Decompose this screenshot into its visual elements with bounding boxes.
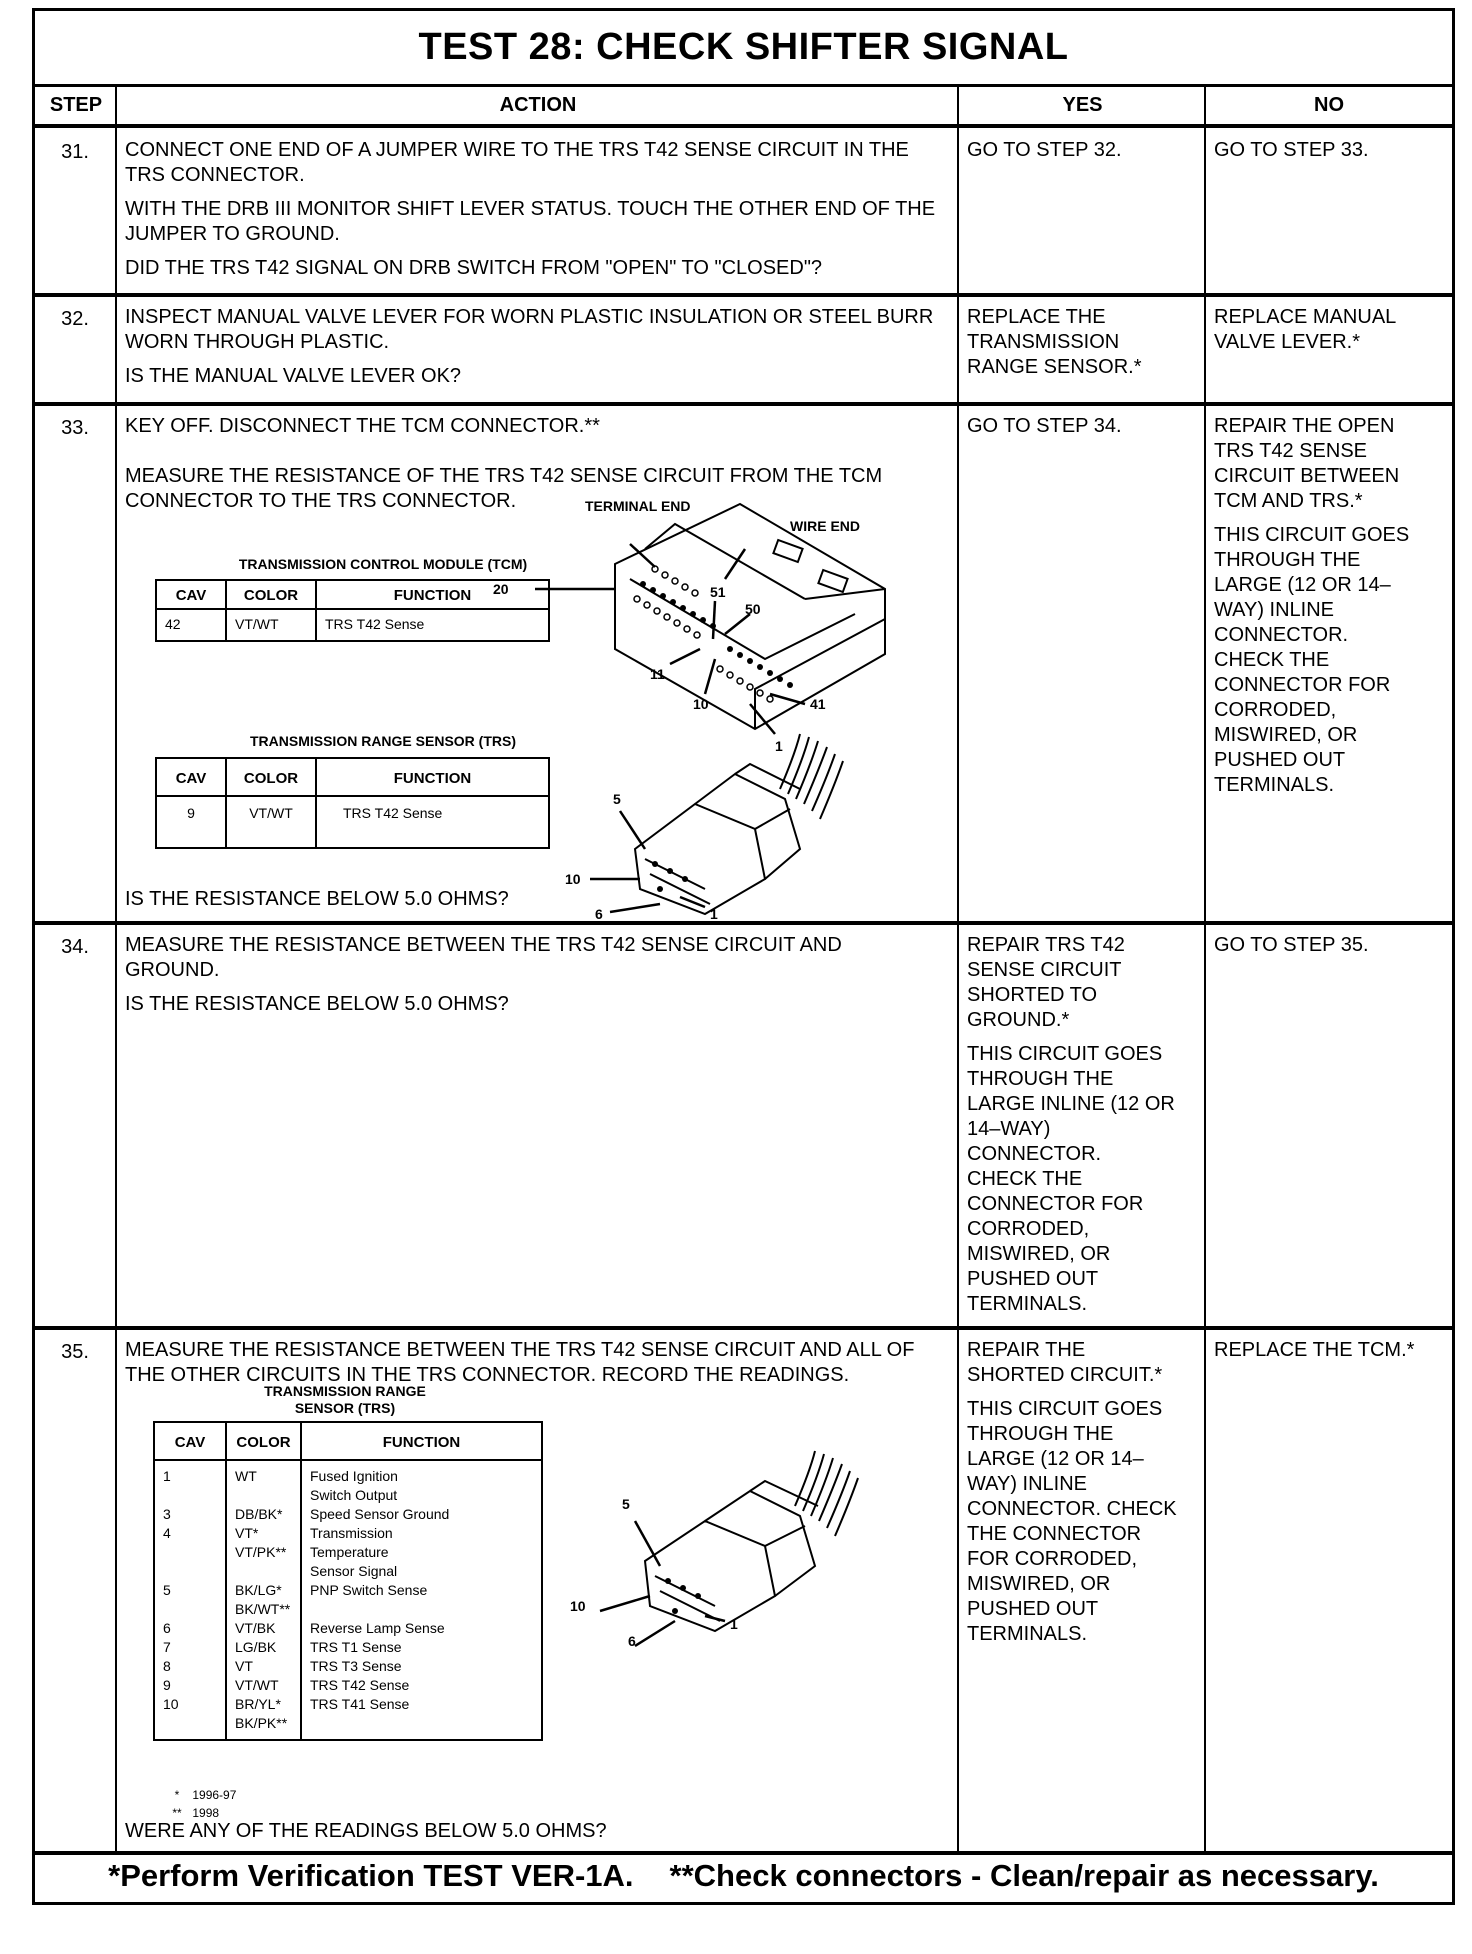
step-number: 35. [61, 1341, 89, 1363]
cell-cav: 42 [156, 609, 226, 641]
action-question: IS THE RESISTANCE BELOW 5.0 OHMS? [125, 888, 509, 910]
yes-result: GO TO STEP 34. [967, 415, 1122, 437]
cell-cav: 6 [154, 1619, 226, 1638]
cell-color: BK/WT** [226, 1600, 301, 1619]
table-row [154, 1695, 542, 1714]
cell-function: TRS T1 Sense [301, 1638, 542, 1657]
cell-cav: 1 [154, 1460, 226, 1486]
legend-text: 1996-97 [192, 1788, 237, 1802]
label-pin-11: 11 [650, 666, 665, 682]
yes-note: THIS CIRCUIT GOES THROUGH THE LARGE INLINE (12 OR 14–WAY) CONNECTOR. CHECK THE CONNECTOR FOR CORRODED, MISWIRED, OR PUSHED OUT TERMINALS. [967, 1043, 1175, 1315]
cell-color: VT/WT [226, 1676, 301, 1695]
trs-full-pin-table [153, 1421, 543, 1741]
header-no: NO [1206, 87, 1452, 128]
header-yes: YES [959, 87, 1206, 128]
action-text: MEASURE THE RESISTANCE BETWEEN THE TRS T42 SENSE CIRCUIT AND ALL OF THE OTHER CIRCUITS IN THE TRS CONNECTOR. RECORD THE READINGS. [125, 1339, 915, 1386]
cell-color: VT/WT [226, 609, 316, 641]
cell-color: LG/BK [226, 1638, 301, 1657]
cell-function: Temperature [301, 1543, 542, 1562]
trs-table-caption: TRANSMISSION RANGE SENSOR (TRS) [249, 733, 516, 749]
cell-function: TRS T42 Sense [316, 609, 549, 641]
label-pin-6: 6 [628, 1633, 636, 1649]
cell-function: Switch Output [301, 1486, 542, 1505]
cell-cav [154, 1562, 226, 1581]
caption-line: SENSOR (TRS) [294, 1400, 396, 1416]
cell-color: DB/BK* [226, 1505, 301, 1524]
table-row [154, 1676, 542, 1695]
cell-color: VT* [226, 1524, 301, 1543]
no-result: REPAIR THE OPEN TRS T42 SENSE CIRCUIT BETWEEN TCM AND TRS.* [1214, 415, 1400, 512]
footer-connector-note: **Check connectors - Clean/repair as necessary. [669, 1857, 1379, 1893]
table-row [154, 1638, 542, 1657]
cell-cav: 9 [156, 796, 226, 848]
cell-function: Fused Ignition [301, 1460, 542, 1486]
cell-function: TRS T41 Sense [301, 1695, 542, 1714]
trs-connector-diagram [565, 729, 865, 922]
no-note: THIS CIRCUIT GOES THROUGH THE LARGE (12 OR 14–WAY) INLINE CONNECTOR. CHECK THE CONNECTOR FOR CORRODED, MISWIRED, OR PUSHED OUT TERMINALS. [1214, 524, 1410, 796]
cell-cav: 8 [154, 1657, 226, 1676]
yes-note: THIS CIRCUIT GOES THROUGH THE LARGE (12 OR 14–WAY) INLINE CONNECTOR. CHECK THE CONNECTOR FOR CORRODED, MISWIRED, OR PUSHED OUT TERMINALS. [967, 1398, 1177, 1645]
action-question: WERE ANY OF THE READINGS BELOW 5.0 OHMS? [125, 1820, 607, 1842]
action-question: DID THE TRS T42 SIGNAL ON DRB SWITCH FROM "OPEN" TO "CLOSED"? [125, 257, 823, 279]
cell-cav: 7 [154, 1638, 226, 1657]
label-pin-10: 10 [570, 1598, 586, 1614]
cell-function: Transmission [301, 1524, 542, 1543]
legend-mark: ** [172, 1806, 182, 1820]
legend-text: 1998 [192, 1806, 220, 1820]
col-color: COLOR [226, 580, 316, 609]
cell-cav: 5 [154, 1581, 226, 1600]
row-divider [35, 921, 1452, 925]
caption-line: TRANSMISSION RANGE [264, 1383, 426, 1399]
action-text: WITH THE DRB III MONITOR SHIFT LEVER STATUS. TOUCH THE OTHER END OF THE JUMPER TO GROUND. [125, 198, 936, 245]
table-row [154, 1486, 542, 1505]
cell-function: TRS T3 Sense [301, 1657, 542, 1676]
cell-cav [154, 1600, 226, 1619]
cell-color: VT/PK** [226, 1543, 301, 1562]
no-result: GO TO STEP 33. [1214, 139, 1369, 161]
page-title: TEST 28: CHECK SHIFTER SIGNAL [35, 11, 1452, 87]
test-28-page [32, 8, 1455, 1905]
trs-table-caption [195, 1383, 495, 1417]
label-pin-5: 5 [622, 1496, 630, 1512]
cell-color: BK/PK** [226, 1714, 301, 1740]
no-result: REPLACE THE TCM.* [1214, 1339, 1415, 1361]
table-row [154, 1543, 542, 1562]
cell-function [301, 1714, 542, 1740]
cell-function: PNP Switch Sense [301, 1581, 542, 1600]
col-cav: CAV [156, 580, 226, 609]
no-result: GO TO STEP 35. [1214, 934, 1369, 956]
cell-color: VT/WT [226, 796, 316, 848]
yes-result: REPAIR THE SHORTED CIRCUIT.* [967, 1339, 1163, 1386]
footer-verification-note: *Perform Verification TEST VER-1A. [108, 1857, 634, 1893]
action-question: IS THE MANUAL VALVE LEVER OK? [125, 365, 462, 387]
yes-result: GO TO STEP 32. [967, 139, 1122, 161]
cell-function [301, 1600, 542, 1619]
label-pin-10: 10 [565, 871, 581, 887]
label-pin-10: 10 [693, 696, 709, 712]
tcm-table-caption: TRANSMISSION CONTROL MODULE (TCM) [238, 556, 528, 572]
label-wire-end: WIRE END [790, 518, 860, 534]
action-text: MEASURE THE RESISTANCE OF THE TRS T42 SENSE CIRCUIT FROM THE TCM CONNECTOR TO THE TRS CONNECTOR. [125, 465, 883, 512]
cell-cav: 4 [154, 1524, 226, 1543]
action-text: KEY OFF. DISCONNECT THE TCM CONNECTOR.** [125, 415, 600, 437]
label-pin-1: 1 [710, 906, 718, 922]
cell-cav [154, 1714, 226, 1740]
connector-housing [635, 804, 765, 914]
step-number: 31. [61, 141, 89, 163]
label-pin-6: 6 [595, 906, 603, 922]
step-number: 33. [61, 417, 89, 439]
legend-item [165, 1786, 236, 1804]
label-pin-1: 1 [730, 1616, 738, 1632]
latch-tab [818, 570, 847, 592]
connector-housing [645, 1521, 775, 1631]
label-pin-5: 5 [613, 791, 621, 807]
action-question: IS THE RESISTANCE BELOW 5.0 OHMS? [125, 993, 509, 1015]
cell-cav [154, 1486, 226, 1505]
label-pin-41: 41 [810, 696, 826, 712]
footer-notes [35, 1849, 1452, 1902]
yes-result: REPAIR TRS T42 SENSE CIRCUIT SHORTED TO GROUND.* [967, 934, 1125, 1031]
label-terminal-end: TERMINAL END [585, 498, 691, 514]
cell-cav [154, 1543, 226, 1562]
table-row [154, 1619, 542, 1638]
step-number: 34. [61, 936, 89, 958]
row-divider [35, 1326, 1452, 1330]
col-color: COLOR [226, 1422, 301, 1460]
trs-connector-diagram [570, 1431, 880, 1651]
latch-tab [773, 540, 802, 562]
cell-function: Sensor Signal [301, 1562, 542, 1581]
action-text: MEASURE THE RESISTANCE BETWEEN THE TRS T42 SENSE CIRCUIT AND GROUND. [125, 934, 842, 981]
label-pin-51: 51 [710, 584, 726, 600]
cell-color: BK/LG* [226, 1581, 301, 1600]
legend-mark: * [174, 1788, 180, 1802]
cell-color: BR/YL* [226, 1695, 301, 1714]
table-row [154, 1600, 542, 1619]
header-step: STEP [35, 87, 117, 128]
table-row [156, 609, 549, 641]
table-row [156, 796, 549, 848]
cell-function: Speed Sensor Ground [301, 1505, 542, 1524]
col-function: FUNCTION [301, 1422, 542, 1460]
table-row [154, 1460, 542, 1486]
year-legend [165, 1786, 236, 1822]
action-text: INSPECT MANUAL VALVE LEVER FOR WORN PLASTIC INSULATION OR STEEL BURR WORN THROUGH PLASTIC. [125, 306, 934, 353]
action-text: CONNECT ONE END OF A JUMPER WIRE TO THE TRS T42 SENSE CIRCUIT IN THE TRS CONNECTOR. [125, 139, 909, 186]
col-cav: CAV [154, 1422, 226, 1460]
table-row [154, 1505, 542, 1524]
no-result: REPLACE MANUAL VALVE LEVER.* [1214, 306, 1396, 353]
step-number: 32. [61, 308, 89, 330]
table-row [154, 1657, 542, 1676]
yes-result: REPLACE THE TRANSMISSION RANGE SENSOR.* [967, 306, 1142, 378]
col-color: COLOR [226, 758, 316, 796]
cell-color [226, 1486, 301, 1505]
cell-color: WT [226, 1460, 301, 1486]
header-action: ACTION [117, 87, 959, 128]
label-pin-50: 50 [745, 601, 761, 617]
cell-color [226, 1562, 301, 1581]
cell-cav: 3 [154, 1505, 226, 1524]
label-pin-1: 1 [775, 738, 783, 754]
cell-function: TRS T42 Sense [316, 796, 549, 848]
col-function: FUNCTION [316, 758, 549, 796]
cell-cav: 10 [154, 1695, 226, 1714]
cell-cav: 9 [154, 1676, 226, 1695]
tcm-connector-diagram [493, 489, 955, 754]
cell-color: VT/BK [226, 1619, 301, 1638]
trs-pin-table [155, 757, 550, 849]
cell-function: TRS T42 Sense [301, 1676, 542, 1695]
table-row [154, 1581, 542, 1600]
col-cav: CAV [156, 758, 226, 796]
table-row [154, 1714, 542, 1740]
col-function: FUNCTION [316, 580, 549, 609]
table-row [154, 1562, 542, 1581]
cell-color: VT [226, 1657, 301, 1676]
tcm-pin-table [155, 579, 550, 642]
table-row [154, 1524, 542, 1543]
label-pin-20: 20 [493, 581, 509, 597]
cell-function: Reverse Lamp Sense [301, 1619, 542, 1638]
